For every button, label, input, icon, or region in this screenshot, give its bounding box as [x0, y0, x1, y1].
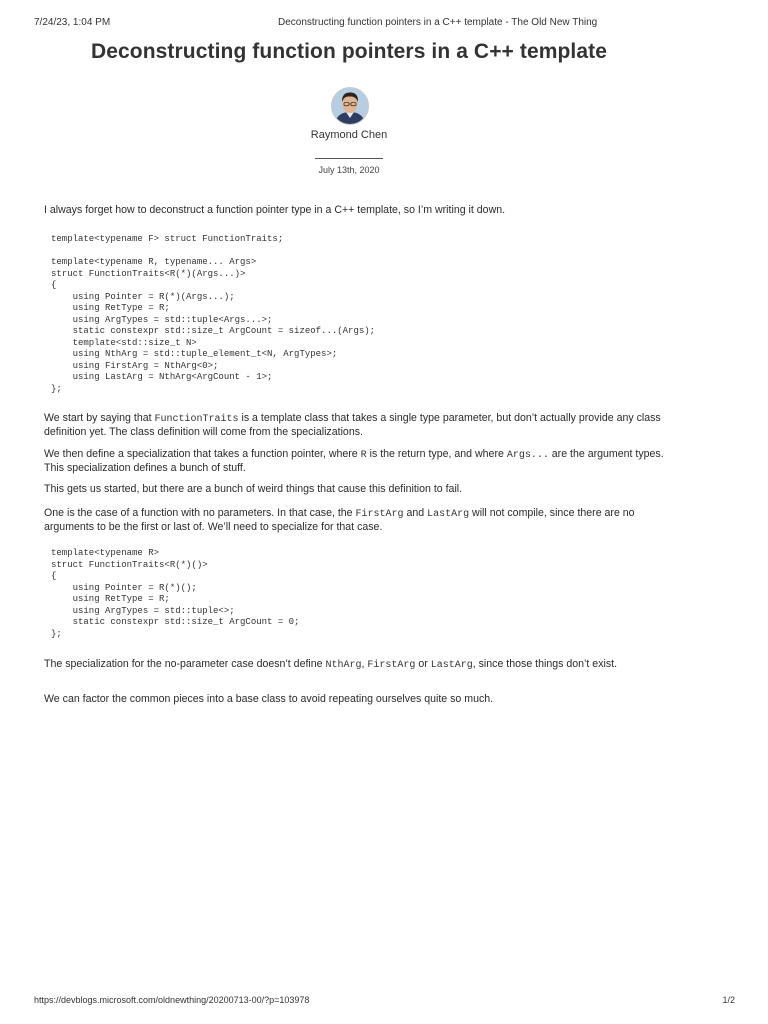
text-segment: , since those things don’t exist.	[472, 658, 618, 670]
print-header	[0, 17, 768, 31]
text-segment: The specialization for the no-parameter case doesn’t define	[44, 658, 326, 670]
code-line: static constexpr std::size_t ArgCount = 0;	[51, 617, 300, 627]
paragraph-no-parameters	[44, 507, 674, 533]
author-avatar[interactable]	[331, 87, 369, 125]
avatar-portrait-icon	[332, 88, 368, 124]
print-page-title: Deconstructing function pointers in a C++ template - The Old New Thing	[278, 17, 598, 28]
text-segment: and	[403, 507, 428, 519]
code-line: using ArgTypes = std::tuple<Args...>;	[51, 314, 273, 325]
code-line: };	[51, 383, 62, 394]
code-line: using LastArg = NthArg<ArgCount - 1>;	[51, 372, 273, 382]
code-line: template<typename F> struct FunctionTraits;	[51, 234, 284, 244]
code-line: };	[51, 628, 62, 639]
paragraph-no-parameter-case	[44, 658, 674, 672]
code-line	[51, 246, 375, 258]
inline-code: LastArg	[427, 509, 470, 520]
code-line: using Pointer = R(*)(Args...);	[51, 291, 235, 302]
text-segment: are the argument types. This specialization defines a bunch of stuff.	[44, 448, 664, 474]
article-title: Deconstructing function pointers in a C++ template	[90, 40, 608, 63]
inline-code: NthArg	[325, 660, 362, 671]
print-date: 7/24/23, 1:04 PM	[34, 17, 111, 28]
text-segment: One is the case of a function with no parameters. In that case, the	[44, 507, 356, 519]
code-line: struct FunctionTraits<R(*)(Args...)>	[51, 268, 246, 279]
code-line: using RetType = R;	[51, 594, 170, 604]
page-url: https://devblogs.microsoft.com/oldnewthing/20200713-00/?p=103978	[34, 995, 310, 1005]
text-segment: We then define a specialization that takes a function pointer, where	[44, 448, 361, 460]
code-line: {	[51, 280, 57, 290]
paragraph-weird-things: This gets us started, but there are a bunch of weird things that cause this definition to fail.	[44, 483, 463, 495]
code-line: using ArgTypes = std::tuple<>;	[51, 605, 235, 616]
paragraph-specialization	[44, 448, 674, 474]
paragraph-base-class: We can factor the common pieces into a base class to avoid repeating ourselves quite so much.	[44, 693, 494, 705]
intro-paragraph: I always forget how to deconstruct a function pointer type in a C++ template, so I’m writing it down.	[44, 204, 506, 216]
code-line: using NthArg = std::tuple_element_t<N, ArgTypes>;	[51, 349, 338, 359]
publish-date: July 13th, 2020	[318, 165, 380, 175]
code-line: template<std::size_t N>	[51, 337, 197, 348]
inline-code: R	[360, 450, 367, 461]
code-line: template<typename R, typename... Args>	[51, 257, 257, 267]
inline-code: LastArg	[430, 660, 473, 671]
text-segment: is a template class that takes a single type parameter, but don’t actually provide any class definition yet. The class definition will come from the specializations.	[44, 412, 661, 438]
code-block-no-parameter-specialization	[51, 548, 299, 640]
author-name[interactable]: Raymond Chen	[310, 129, 388, 141]
text-segment: or	[415, 658, 431, 670]
author-divider	[315, 158, 383, 159]
print-footer	[0, 995, 768, 1009]
inline-code: FunctionTraits	[154, 414, 239, 425]
code-line: using FirstArg = NthArg<0>;	[51, 360, 219, 371]
inline-code: Args...	[506, 450, 549, 461]
code-line: template<typename R>	[51, 548, 160, 558]
page-number: 1/2	[722, 995, 735, 1005]
paragraph-function-traits	[44, 412, 674, 438]
code-line: {	[51, 571, 57, 581]
text-segment: ,	[361, 658, 368, 670]
text-segment: We start by saying that	[44, 412, 155, 424]
inline-code: FirstArg	[367, 660, 416, 671]
text-segment: is the return type, and where	[366, 448, 507, 460]
code-line: struct FunctionTraits<R(*)()>	[51, 559, 208, 570]
inline-code: FirstArg	[355, 509, 404, 520]
text-segment: will not compile, since there are no arguments to be the first or last of. We’ll need to specialize for that case.	[44, 507, 635, 533]
code-line: static constexpr std::size_t ArgCount = sizeof...(Args);	[51, 326, 376, 336]
code-line: using RetType = R;	[51, 303, 170, 313]
code-block-function-traits	[51, 234, 375, 395]
code-line: using Pointer = R(*)();	[51, 582, 197, 593]
